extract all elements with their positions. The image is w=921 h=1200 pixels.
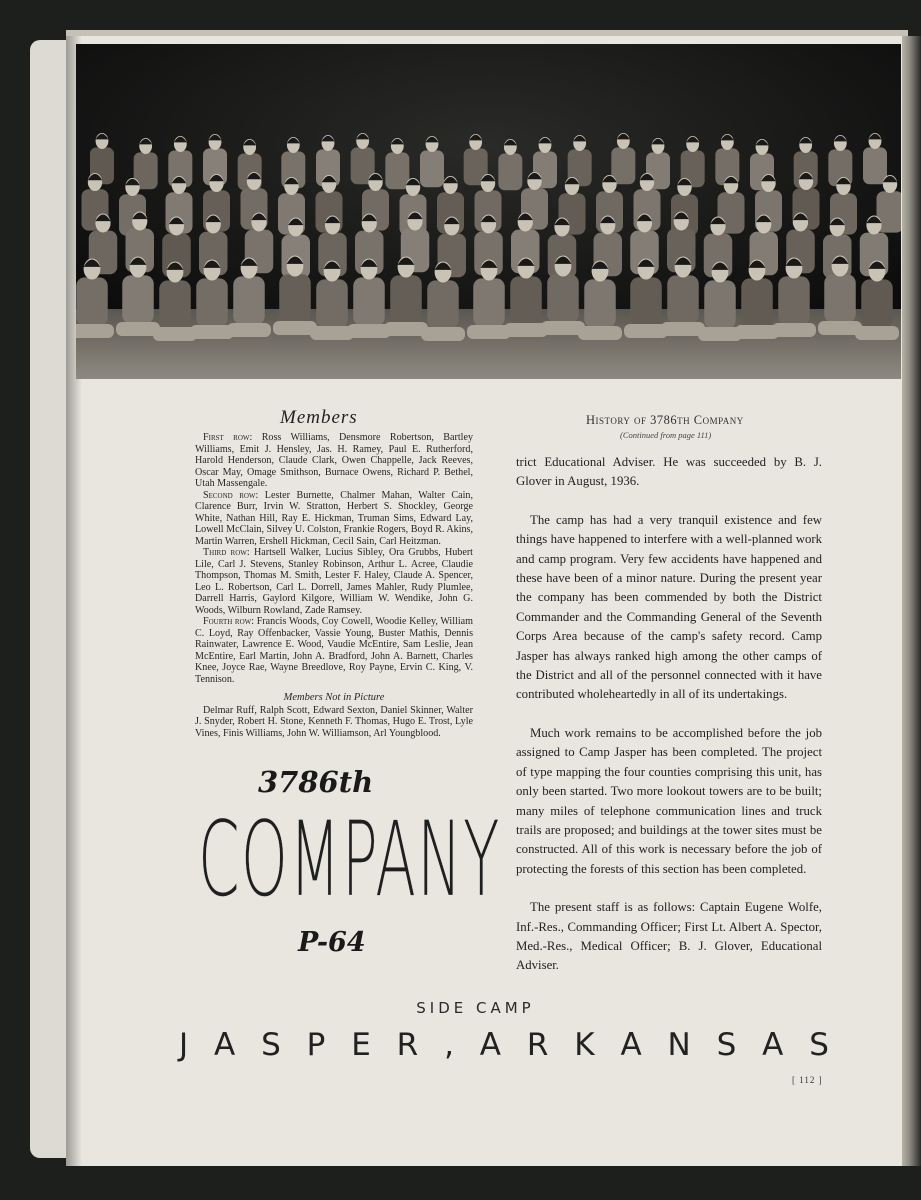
- person-body: [778, 276, 810, 324]
- members-row-3: [195, 547, 473, 616]
- location-letter: K: [574, 1027, 595, 1063]
- row-label: Second row:: [203, 489, 259, 501]
- row-names: Francis Woods, Coy Cowell, Woodie Kelley, William C. Loyd, Ray Offenbacker, Vassie Young, Buster Mathis, Dennis Rainwater, Lawrence E. Wood, Vaudie McEntire, Sam Leslie, Jean McEntire, Earl Martin, John A. Bradford, John A. Barnett, Charles Knee, Joyce Rae, Wayne Breedlove, Roy Payne, Ervin C. King, V. Tennison.: [195, 616, 473, 685]
- row-label: Fourth row:: [203, 616, 255, 627]
- members-list: [195, 432, 473, 739]
- company-group-photo: [76, 44, 901, 379]
- person-legs: [578, 326, 622, 340]
- location-letter: S: [261, 1027, 281, 1063]
- location-letter: N: [667, 1027, 691, 1063]
- not-in-picture-heading: Members Not in Picture: [283, 692, 385, 703]
- company-number: 3786th: [258, 765, 374, 799]
- history-heading: History of 3786th Company: [586, 413, 744, 427]
- location-letter: J: [179, 1027, 189, 1063]
- company-code: P-64: [298, 927, 366, 958]
- location-letter: R: [526, 1027, 549, 1063]
- person-body: [741, 278, 773, 326]
- history-paragraph: The present staff is as follows: Captain Eugene Wolfe, Inf.-Res., Commanding Officer; First Lt. Albert A. Spector, Med.-Res., Medical Officer; B. J. Glover, Educational Adviser.: [516, 900, 822, 973]
- person-legs: [421, 327, 465, 341]
- history-body: [516, 453, 822, 995]
- person-body: [473, 278, 505, 326]
- location-letter: A: [620, 1027, 642, 1063]
- person-body: [353, 277, 385, 325]
- location-letter: S: [716, 1027, 737, 1063]
- person-body: [498, 153, 522, 190]
- side-camp-label: SIDE CAMP: [416, 999, 535, 1017]
- person-body: [279, 274, 311, 322]
- company-word: COMPANY: [198, 800, 501, 920]
- person-body: [863, 147, 887, 184]
- person-legs: [855, 326, 899, 340]
- right-binding: [902, 36, 921, 1166]
- row-names: Lester Burnette, Chalmer Mahan, Walter Cain, Clarence Burr, Irvin W. Stratton, Herbert S. Shockley, George White, Nathan Hill, Ray E. Hickman, Truman Sims, Edward Lay, Lowell McClain, Silvey U. Colston, Frankie Rogers, Boyd R. Akins, Martin Warren, Ershell Hickman, Cecil Sain, Carl Heitzman.: [195, 489, 473, 547]
- person-body: [427, 280, 459, 328]
- person-body: [420, 150, 444, 187]
- person-body: [76, 277, 108, 325]
- location-letter: A: [762, 1027, 784, 1063]
- person-body: [390, 275, 422, 323]
- location-letter: A: [214, 1027, 236, 1063]
- person-body: [667, 275, 699, 323]
- members-row-1: [195, 432, 473, 490]
- person-body: [824, 274, 856, 322]
- person-legs: [76, 324, 114, 338]
- location-letter: S: [809, 1027, 829, 1063]
- person-body: [196, 278, 228, 326]
- person-body: [122, 275, 154, 323]
- members-heading: Members: [280, 407, 358, 428]
- members-row-4: [195, 616, 473, 685]
- row-label: First row:: [203, 432, 253, 443]
- row-names: Hartsell Walker, Lucius Sibley, Ora Grubbs, Hubert Lile, Carl J. Stevens, Stanley Robinson, Arthur L. Acree, Claudie Thompson, Thomas M. Smith, Lester F. Haley, Claude A. Spencer, Leo L. Robertson, Carl L. Dorrell, James Mahler, Rudy Plumlee, Darrell Harris, Gaylord Kilgore, William W. Wendike, John G. Woods, Wilburn Rowland, Zade Ramsey.: [195, 547, 473, 616]
- person-body: [630, 277, 662, 325]
- row-names: Ross Williams, Densmore Robertson, Bartley Williams, Emit J. Hensley, Jas. H. Ramey, Paul E. Rutherford, Harold Henderson, Claude Clark, Owen Chappelle, Jack Reeves, Oscar May, Omage Smithson, Burnace Owens, Richard P. Bethel, Utah Massengale.: [195, 432, 473, 489]
- history-paragraph: trict Educational Adviser. He was succeeded by B. J. Glover in August, 1936.: [516, 455, 822, 489]
- person-legs: [227, 323, 271, 337]
- person-body: [510, 276, 542, 324]
- person-body: [233, 276, 265, 324]
- history-paragraph: Much work remains to be accomplished before the job assigned to Camp Jasper has been completed. The project of type mapping the four counties comprising this unit, has only been started. Two more lookout towers are to be built; many miles of telephone communication lines and truck trails are proposed; and buildings at the tower sites must be constructed. All of this work is necessary before the job of protecting the forests of this section has been completed.: [516, 725, 822, 876]
- person-body: [704, 280, 736, 328]
- location-letter: E: [351, 1027, 371, 1063]
- page-number: [ 112 ]: [792, 1075, 823, 1085]
- person-body: [861, 279, 893, 327]
- location-letter: R: [396, 1027, 419, 1063]
- person-body: [159, 280, 191, 328]
- members-row-2: [195, 490, 473, 548]
- history-paragraph: The camp has had a very tranquil existence and few things have happened to interfere with a well-planned work and camp program. Very few accidents have happened and these have been of a minor nature. During the present year the company has been commended by both the District Commander and the Commanding General of the Seventh Corps Area because of the camp's safety record. Camp Jasper has always ranked high among the other camps of the District and all of the personnel connected with it have contributed wholeheartedly in all of its undertakings.: [516, 512, 822, 702]
- history-continued-note: (Continued from page 111): [620, 430, 712, 440]
- person-body: [584, 279, 616, 327]
- not-in-picture-list: Delmar Ruff, Ralph Scott, Edward Sexton, Daniel Skinner, Walter J. Snyder, Robert H. Stone, Kenneth F. Thomas, Hugo E. Trost, Lyle Vines, Finis Williams, John W. Williamson, Arl Youngblood.: [195, 704, 473, 739]
- camp-location: [179, 1027, 829, 1063]
- back-page-edge: [30, 40, 70, 1158]
- location-letter: P: [306, 1027, 326, 1063]
- person-body: [385, 152, 409, 189]
- row-label: Third row:: [203, 547, 250, 558]
- person-body: [316, 279, 348, 327]
- person-body: [547, 274, 579, 322]
- person-legs: [772, 323, 816, 337]
- location-letter: ,: [444, 1027, 454, 1063]
- location-letter: A: [479, 1027, 501, 1063]
